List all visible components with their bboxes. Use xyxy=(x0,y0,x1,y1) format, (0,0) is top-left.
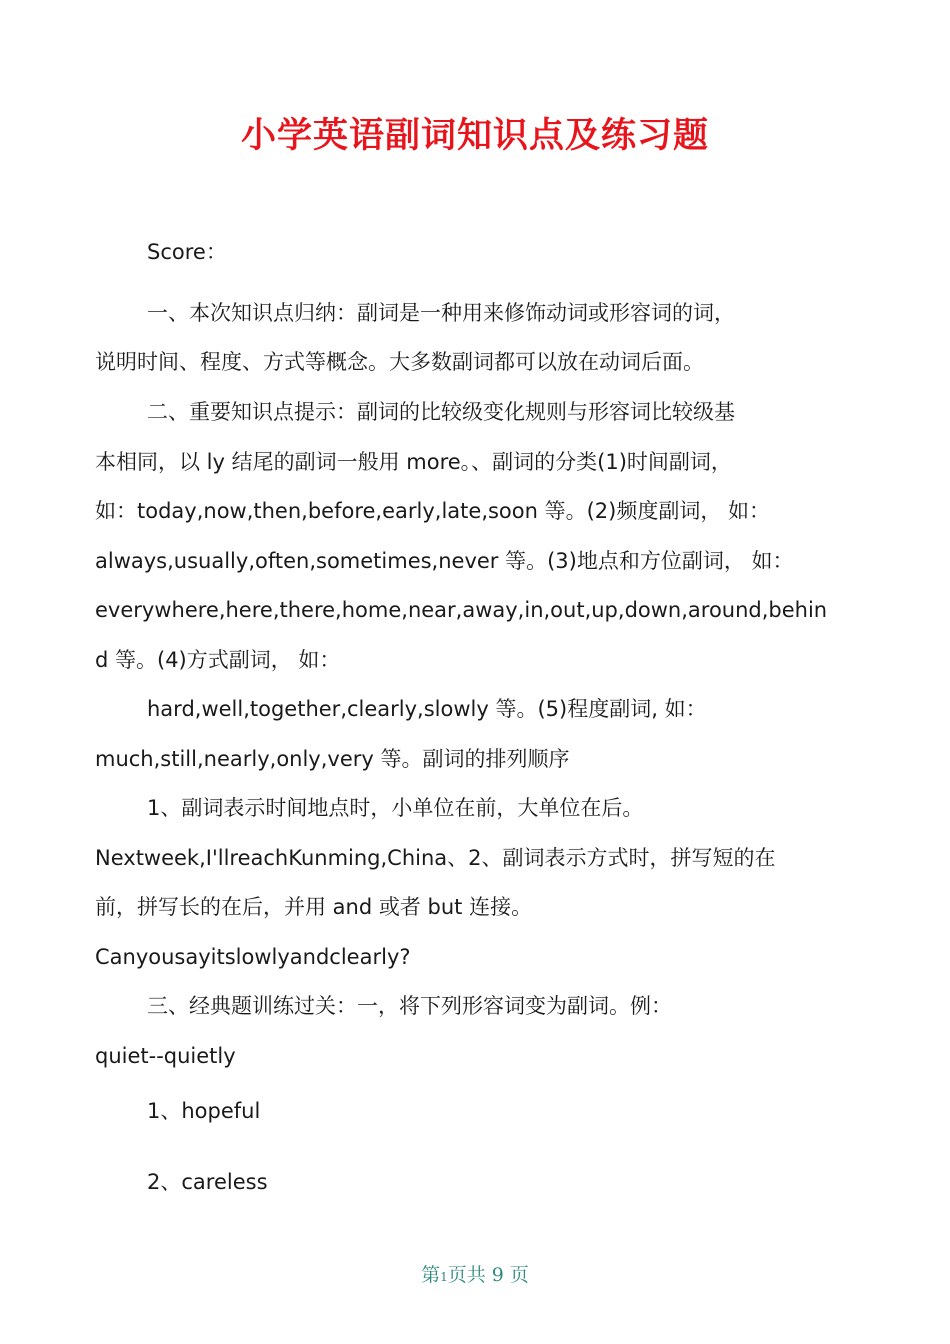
paragraph-line: 前，拼写长的在后，并用 and 或者 but 连接。 xyxy=(95,895,533,919)
page-footer xyxy=(0,1260,950,1287)
footer-prefix: 第 xyxy=(421,1264,441,1286)
footer-suffix: 页共 9 页 xyxy=(447,1264,529,1286)
paragraph-line: 如：today,now,then,before,early,late,soon 等。(2)频度副词， 如： xyxy=(95,499,771,523)
paragraph-line: everywhere,here,there,home,near,away,in,out,up,down,around,behin xyxy=(95,598,828,622)
paragraph-line: always,usually,often,sometimes,never 等。(3)地点和方位副词， 如： xyxy=(95,549,794,573)
paragraph-line: 说明时间、程度、方式等概念。大多数副词都可以放在动词后面。 xyxy=(95,350,704,374)
footer-page-number: 1 xyxy=(440,1270,448,1284)
document-title: 小学英语副词知识点及练习题 xyxy=(240,115,709,156)
paragraph-line: 二、重要知识点提示：副词的比较级变化规则与形容词比较级基 xyxy=(147,400,735,424)
paragraph-line: Canyousayitslowlyandclearly? xyxy=(95,945,411,969)
paragraph-line: d 等。(4)方式副词， 如： xyxy=(95,648,341,672)
paragraph-line: quiet--quietly xyxy=(95,1044,236,1068)
paragraph-line: 三、经典题训练过关：一，将下列形容词变为副词。例： xyxy=(147,994,672,1018)
paragraph-line: 1、副词表示时间地点时，小单位在前，大单位在后。 xyxy=(147,796,644,820)
paragraph-line: 一、本次知识点归纳：副词是一种用来修饰动词或形容词的词， xyxy=(147,301,735,325)
score-line: Score： xyxy=(147,240,227,264)
paragraph-line: Nextweek,I'llreachKunming,China、2、副词表示方式时，拼写短的在 xyxy=(95,846,776,870)
paragraph-line: 本相同，以 ly 结尾的副词一般用 more。、副词的分类(1)时间副词， xyxy=(95,450,732,474)
paragraph-line: much,still,nearly,only,very 等。副词的排列顺序 xyxy=(95,747,570,771)
paragraph-line: hard,well,together,clearly,slowly 等。(5)程度副词, 如： xyxy=(147,697,707,721)
exercise-item: 1、hopeful xyxy=(147,1099,261,1123)
exercise-item: 2、careless xyxy=(147,1170,268,1194)
